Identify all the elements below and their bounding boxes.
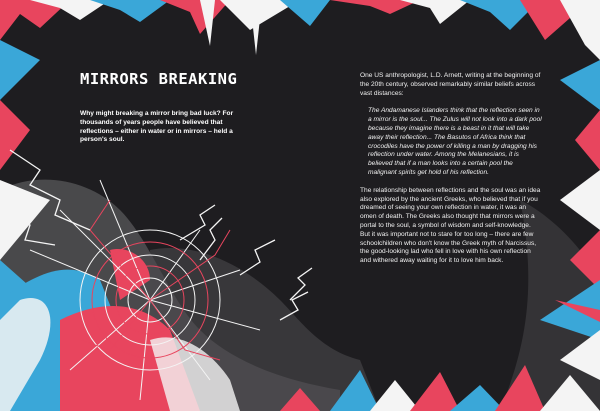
right-text-column <box>360 72 542 266</box>
top-shards <box>0 0 600 60</box>
intro-paragraph: Why might breaking a mirror bring bad luck? For thousands of years people have believed that reflections – either in water or in mirrors – held a person's soul. <box>80 110 234 144</box>
block-quote: The Andamanese Islanders think that the reflection seen in a mirror is the soul... The Zulus will not look into a dark pool because they imagine there is a beast in it that will take away their reflection... The Basutos of Africa think that crocodiles have the power of killing a man by dragging his reflection under water. Among the Melanesians, it is believed that if a man looks into a certain pool the malignant spirits get hold of his reflection. <box>368 107 542 176</box>
page-title: MIRRORS BREAKING <box>80 70 238 88</box>
body-paragraph-1: One US anthropologist, L.D. Arnett, writing at the beginning of the 20th century, observed remarkably similar beliefs across vast distances: <box>360 72 541 97</box>
body-paragraph-2: The relationship between reflections and the soul was an idea also explored by the ancient Greeks, who believed that if you dreamed of seeing your own reflection in water, it was an omen of death. The Greeks also thought that mirrors were a portal to the soul, a symbol of wisdom and self-knowledge. But it was important not to stare for too long – there are few schoolchildren who don't know the Greek myth of Narcissus, the good-looking lad who fell in love with his own reflection and withered away waiting for it to love him back. <box>360 186 541 265</box>
